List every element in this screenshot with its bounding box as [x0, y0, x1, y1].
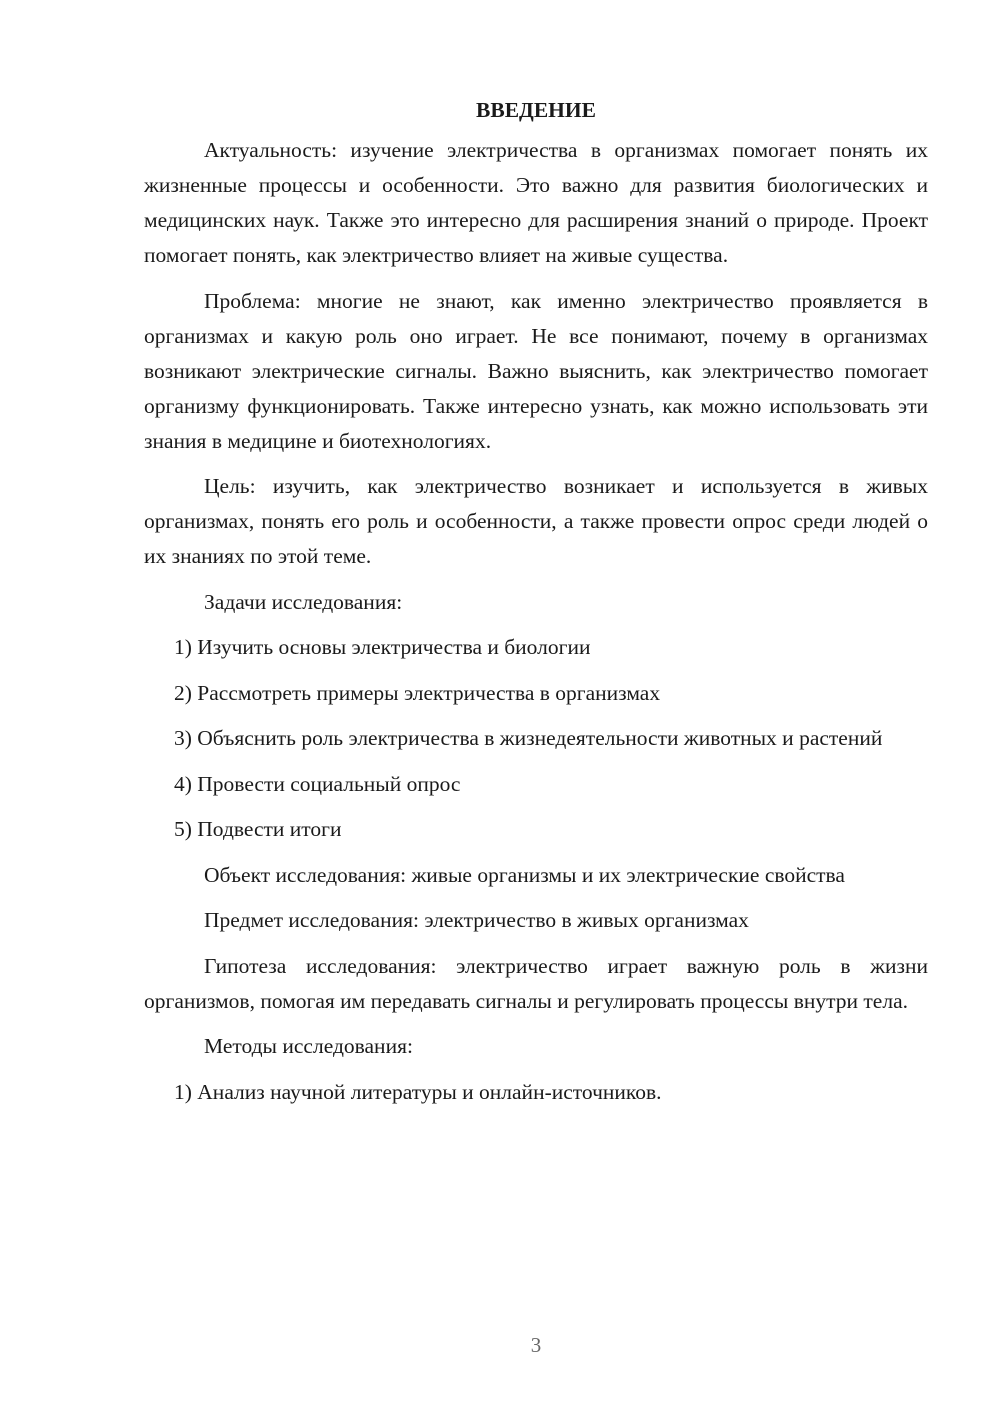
page-number: 3: [530, 1333, 542, 1357]
object-paragraph: Объект исследования: живые организмы и их электрические свойства: [204, 862, 845, 887]
problem-paragraph: Проблема: многие не знают, как именно электричество проявляется в организмах и какую роль оно играет. Не все понимают, почему в организмах возникают электрические сигналы. Важно выяснить, как электричество помогает организму функционировать. Также интересно узнать, как можно использовать эти знания в медицине и биотехнологиях.: [144, 288, 928, 453]
goal-paragraph: Цель: изучить, как электричество возникает и используется в живых организмах, понять его роль и особенности, а также провести опрос среди людей о их знаниях по этой теме.: [144, 474, 928, 568]
method-item-1: 1) Анализ научной литературы и онлайн-источников.: [174, 1079, 662, 1104]
hypothesis-paragraph: Гипотеза исследования: электричество играет важную роль в жизни организмов, помогая им передавать сигналы и регулировать процессы внутри тела.: [144, 953, 928, 1013]
relevance-paragraph: Актуальность: изучение электричества в организмах помогает понять их жизненные процессы и особенности. Это важно для развития биологических и медицинских наук. Также это интересно для расширения знаний о природе. Проект помогает понять, как электричество влияет на живые существа.: [144, 138, 928, 267]
task-item-4: 4) Провести социальный опрос: [174, 771, 461, 796]
task-item-1: 1) Изучить основы электричества и биологии: [174, 635, 591, 659]
methods-heading: Методы исследования:: [204, 1034, 413, 1058]
task-item-5: 5) Подвести итоги: [174, 817, 342, 841]
page-content: [144, 93, 928, 1120]
subject-paragraph: Предмет исследования: электричество в живых организмах: [204, 908, 749, 932]
task-item-2: 2) Рассмотреть примеры электричества в организмах: [174, 680, 661, 705]
section-title: ВВЕДЕНИЕ: [476, 98, 596, 122]
task-item-3: 3) Объяснить роль электричества в жизнедеятельности животных и растений: [174, 726, 883, 750]
tasks-heading: Задачи исследования:: [204, 589, 403, 614]
